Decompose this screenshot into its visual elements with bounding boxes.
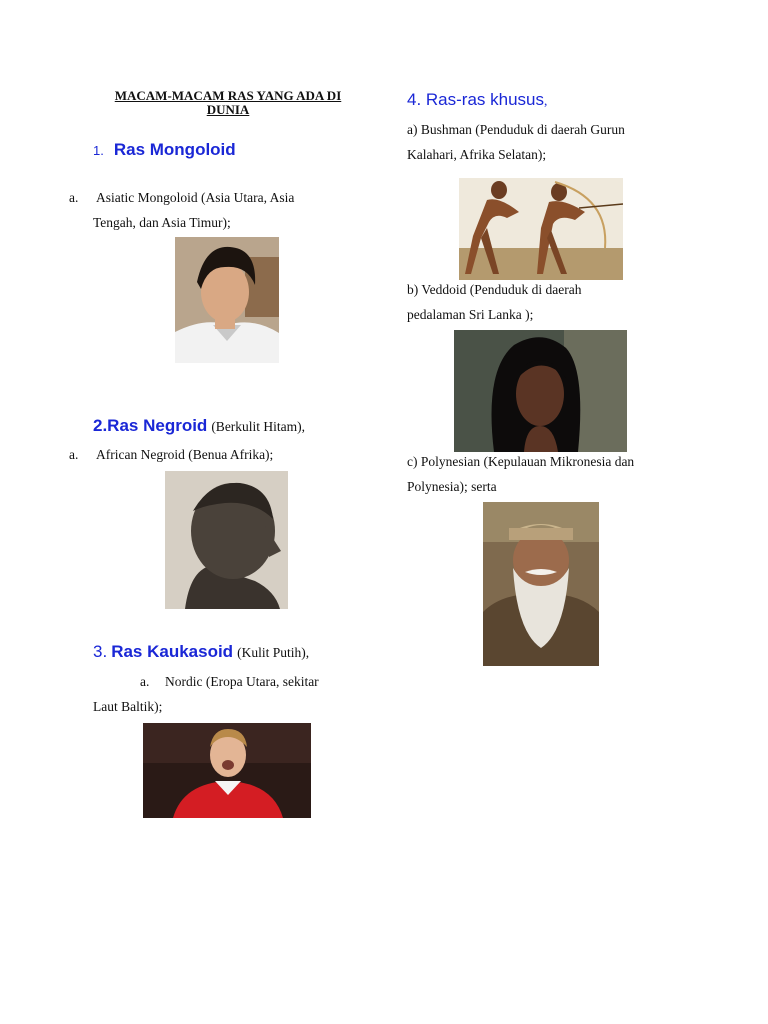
list-item-text: Nordic (Eropa Utara, sekitar bbox=[165, 674, 319, 689]
section-negroid-heading bbox=[93, 414, 305, 439]
document-title: MACAM-MACAM RAS YANG ADA DI DUNIA bbox=[114, 88, 342, 117]
section-number: 1. bbox=[93, 143, 104, 158]
list-marker: a. bbox=[69, 190, 79, 205]
section-mongoloid-heading bbox=[93, 140, 236, 160]
list-marker: a. bbox=[140, 674, 150, 689]
section-heading: 4. Ras-ras khusus bbox=[407, 90, 544, 109]
list-item-text: Asiatic Mongoloid (Asia Utara, Asia bbox=[96, 190, 295, 205]
section-number: 3. bbox=[93, 642, 108, 661]
list-item-text: b) Veddoid (Penduduk di daerah bbox=[407, 282, 582, 297]
section-khusus-heading bbox=[407, 88, 547, 113]
veddoid-photo bbox=[454, 330, 627, 452]
heading-comma: , bbox=[544, 93, 548, 108]
mongoloid-photo bbox=[175, 237, 279, 363]
list-item-text: Laut Baltik); bbox=[93, 699, 163, 714]
section-heading: Ras Mongoloid bbox=[113, 140, 236, 159]
list-item-text: African Negroid (Benua Afrika); bbox=[96, 447, 274, 462]
list-item-text: Kalahari, Afrika Selatan); bbox=[407, 147, 547, 162]
kaukasoid-photo bbox=[143, 723, 311, 818]
bushman-photo bbox=[459, 178, 623, 280]
section-kaukasoid-heading bbox=[93, 640, 309, 665]
section-heading: Ras Kaukasoid bbox=[111, 642, 234, 661]
polynesian-photo bbox=[483, 502, 599, 666]
list-marker: a. bbox=[69, 447, 79, 462]
list-item-text: c) Polynesian (Kepulauan Mikronesia dan bbox=[407, 454, 635, 469]
list-item-text: pedalaman Sri Lanka ); bbox=[407, 307, 534, 322]
list-item-text: a) Bushman (Penduduk di daerah Gurun bbox=[407, 122, 625, 137]
negroid-photo bbox=[165, 471, 288, 609]
section-note: (Kulit Putih), bbox=[237, 645, 310, 660]
section-note: (Berkulit Hitam), bbox=[211, 419, 306, 434]
section-heading: 2.Ras Negroid bbox=[93, 416, 208, 435]
list-item-text: Polynesia); serta bbox=[407, 479, 497, 494]
list-item-text: Tengah, dan Asia Timur); bbox=[93, 215, 231, 230]
